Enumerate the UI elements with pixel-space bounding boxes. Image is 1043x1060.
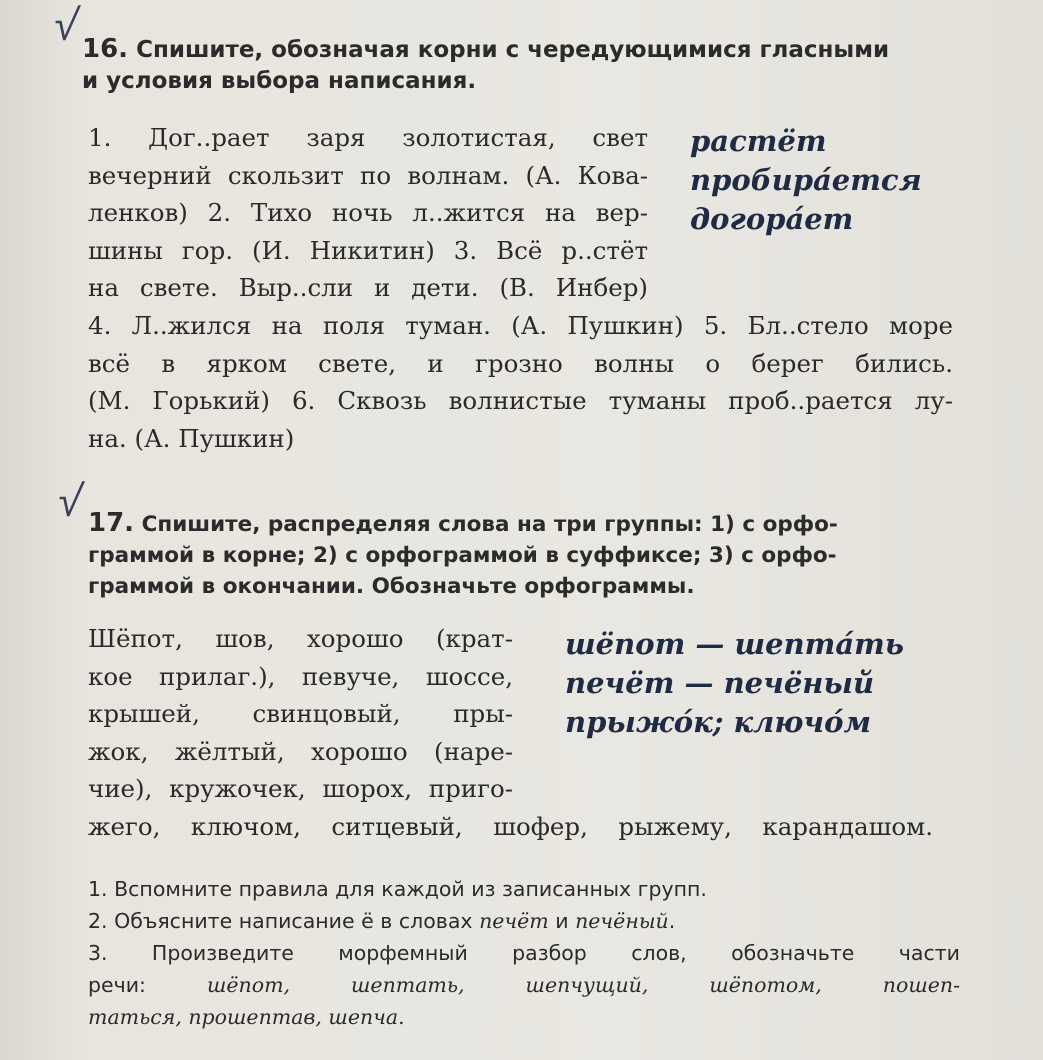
text-line: вечерний скользит по волнам. (А. Кова- <box>88 160 648 190</box>
task-item: 3. Произведите морфемный разбор слов, обозначьте части <box>88 941 960 965</box>
text-line: 1. Дог..рает заря золотистая, свет <box>88 123 648 152</box>
instruction-text: Спишите, распределяя слова на три группы: 1) с орфо- <box>141 512 838 537</box>
instruction-text: граммой в корне; 2) с орфограммой в суффиксе; 3) с орфо- <box>88 543 837 568</box>
task-word: таться, прошептав, шепча. <box>88 1005 405 1029</box>
text-line: на. (А. Пушкин) <box>88 423 295 453</box>
task-word: печёный <box>575 909 669 933</box>
handwritten-answer-17 <box>565 625 904 742</box>
text-line: жок, жёлтый, хорошо (наре- <box>88 736 513 766</box>
exercise-16-text <box>88 119 648 307</box>
handwritten-word: шёпот — шепта́ть <box>565 627 904 661</box>
text-line: чие), кружочек, шорох, приго- <box>88 774 513 803</box>
instruction-text: граммой в окончании. Обозначьте орфограммы. <box>88 574 695 599</box>
task-item <box>88 969 960 1001</box>
instruction-text: и условия выбора написания. <box>82 68 477 94</box>
instruction-text: Спишите, обозначая корни с чередующимися гласными <box>136 37 890 63</box>
text-line: жего, ключом, ситцевый, шофер, рыжему, карандашом. <box>88 811 933 841</box>
handwritten-word: догора́ет <box>690 202 854 236</box>
text-line: крышей, свинцовый, пры- <box>88 699 513 728</box>
handwritten-word: пробира́ется <box>690 163 922 197</box>
text-line: 4. Л..жился на поля туман. (А. Пушкин) 5. Бл..стело море <box>88 311 953 340</box>
exercise-number: 16. <box>82 34 129 64</box>
text-line: всё в ярком свете, и грозно волны о берег бились. <box>88 348 953 378</box>
exercise-16-heading <box>82 34 962 97</box>
text-line: ленков) 2. Тихо ночь л..жится на вер- <box>88 198 648 227</box>
task-text: речи: <box>88 973 207 997</box>
task-item <box>88 1001 963 1033</box>
exercise-17-heading <box>88 508 958 602</box>
text-line: (М. Горький) 6. Сквозь волнистые туманы проб..рается лу- <box>88 386 953 415</box>
task-item <box>88 905 963 937</box>
exercise-17-tasks <box>88 873 963 1033</box>
task-text: . <box>668 909 676 933</box>
task-text: 2. Объясните написание ё в словах <box>88 909 480 933</box>
task-text: и <box>548 909 576 933</box>
task-word: печёт <box>479 909 549 933</box>
checkmark-icon: √ <box>54 476 86 527</box>
text-line: на свете. Выр..сли и дети. (В. Инбер) <box>88 273 648 302</box>
handwritten-word: печёт — печёный <box>565 666 875 700</box>
task-item: 1. Вспомните правила для каждой из записанных групп. <box>88 877 707 901</box>
exercise-16-text-wide <box>88 307 953 457</box>
handwritten-answer-16 <box>690 122 922 239</box>
exercise-number: 17. <box>88 508 135 538</box>
handwritten-word: растёт <box>690 124 827 158</box>
text-line: Шёпот, шов, хорошо (крат- <box>88 624 513 653</box>
checkmark-icon: √ <box>50 0 82 51</box>
task-word: шёпот, шептать, шепчущий, шёпотом, пошеп- <box>206 973 960 997</box>
text-line: шины гор. (И. Никитин) 3. Всё р..стёт <box>88 235 648 265</box>
handwritten-word: прыжо́к; ключо́м <box>565 705 872 739</box>
text-line: кое прилаг.), певуче, шоссе, <box>88 661 513 691</box>
